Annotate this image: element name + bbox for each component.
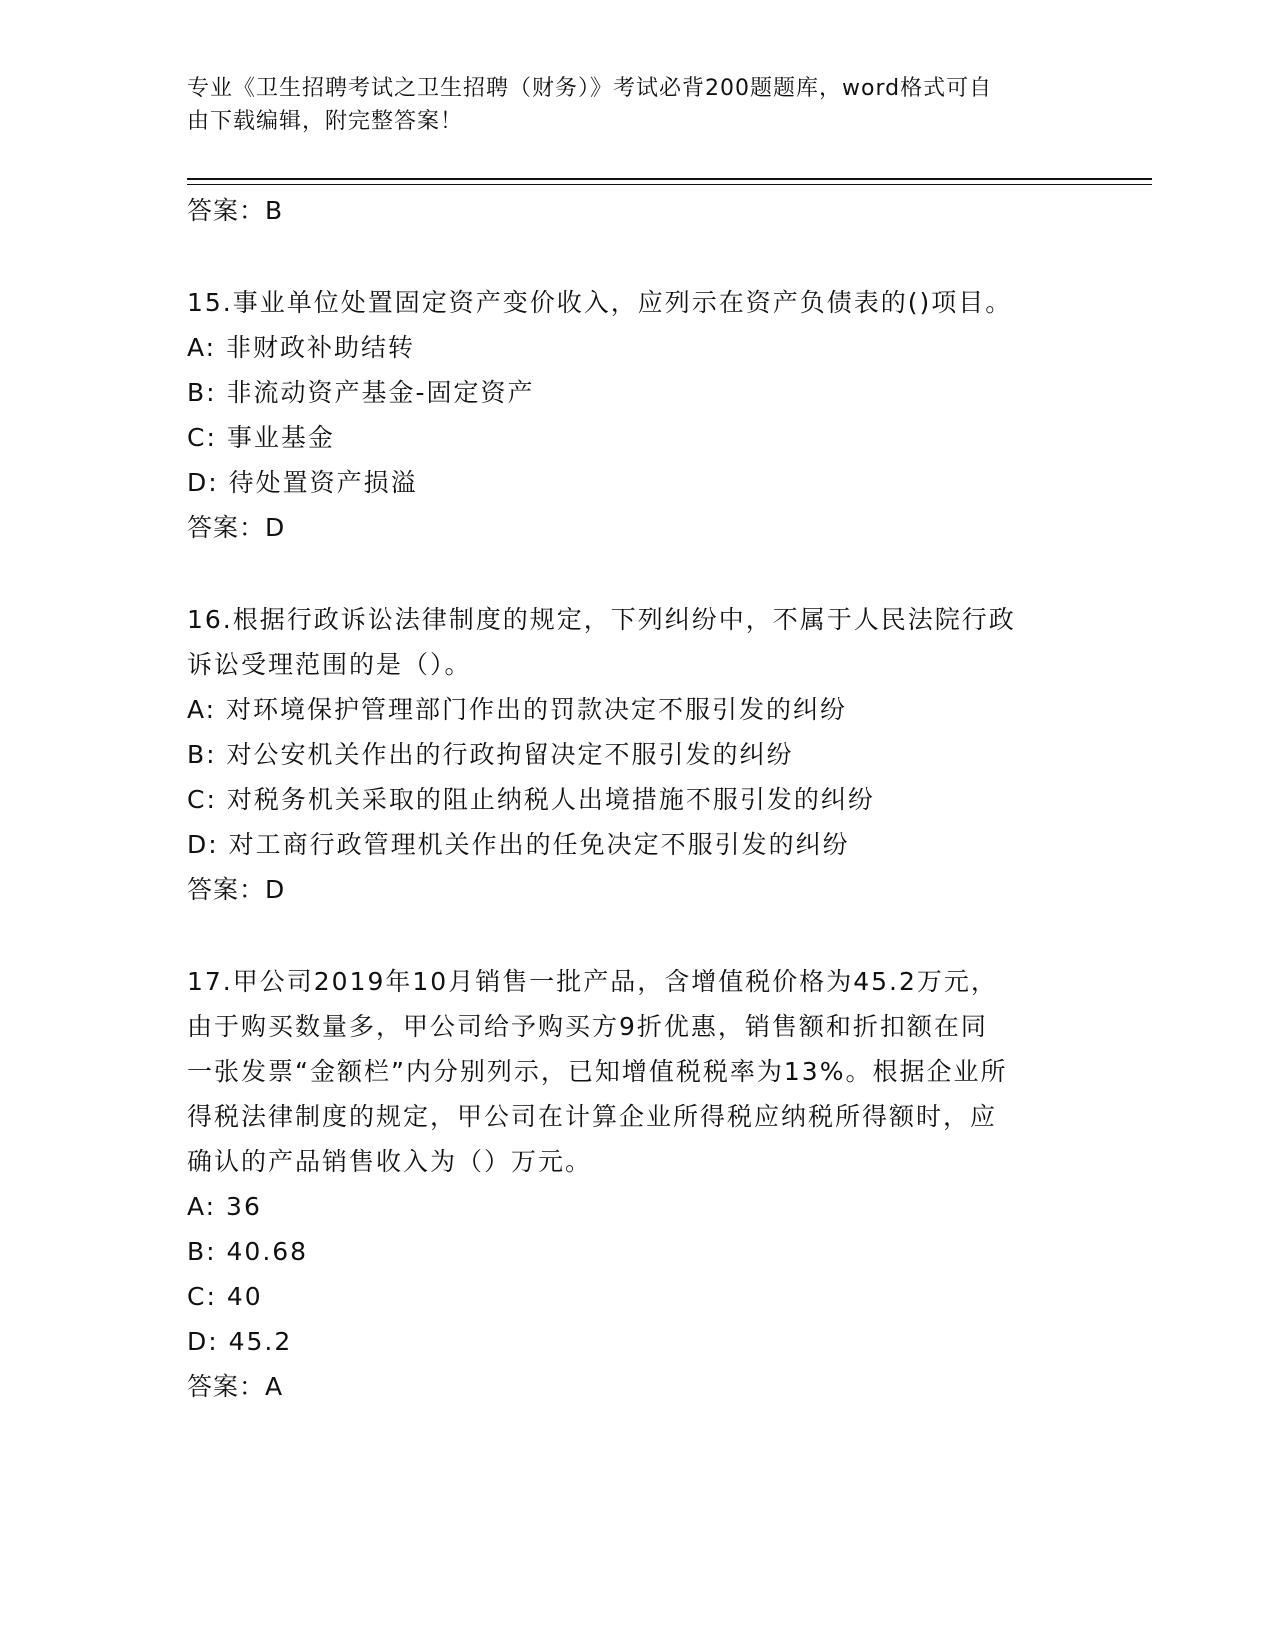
stem-line: 确认的产品销售收入为（）万元。 [187,1147,593,1176]
option-c: C: 40 [187,1282,263,1311]
option-d: D: 45.2 [187,1327,293,1356]
question-stem [187,597,1087,687]
question-stem [187,280,1087,325]
answer-label: 答案：D [187,513,286,542]
question-content [187,188,1087,1409]
header-line-2: 由下载编辑，附完整答案！ [187,109,464,134]
header-line-1: 专业《卫生招聘考试之卫生招聘（财务）》考试必背200题题库，word格式可自 [187,76,993,101]
stem-line: 由于购买数量多，甲公司给予购买方9折优惠，销售额和折扣额在同 [187,1012,988,1041]
header-rule-thick [187,178,1152,180]
spacer [187,233,1087,280]
option-d: D: 对工商行政管理机关作出的任免决定不服引发的纠纷 [187,830,850,859]
document-header [187,72,1067,138]
question-17 [187,959,1087,1409]
option-a: A: 36 [187,1192,262,1221]
stem-line: 一张发票“金额栏”内分别列示，已知增值税税率为13%。根据企业所 [187,1057,1008,1086]
option-a: A: 对环境保护管理部门作出的罚款决定不服引发的纠纷 [187,695,848,724]
answer-label: 答案：A [187,1372,284,1401]
question-16 [187,597,1087,912]
answer-label: 答案：D [187,875,286,904]
stem-line: 15.事业单位处置固定资产变价收入，应列示在资产负债表的()项目。 [187,288,1013,317]
option-c: C: 事业基金 [187,423,335,452]
option-b: B: 对公安机关作出的行政拘留决定不服引发的纠纷 [187,740,794,769]
spacer [187,550,1087,597]
option-a: A: 非财政补助结转 [187,333,416,362]
question-15 [187,280,1087,550]
option-b: B: 非流动资产基金-固定资产 [187,378,535,407]
option-d: D: 待处置资产损溢 [187,468,418,497]
option-b: B: 40.68 [187,1237,309,1266]
question-stem [187,959,1087,1184]
header-rule-thin [187,184,1152,185]
option-c: C: 对税务机关采取的阻止纳税人出境措施不服引发的纠纷 [187,785,875,814]
stem-line: 诉讼受理范围的是（）。 [187,650,472,679]
stem-line: 17.甲公司2019年10月销售一批产品，含增值税价格为45.2万元， [187,967,998,996]
spacer [187,912,1087,959]
previous-answer: 答案：B [187,196,284,225]
stem-line: 得税法律制度的规定，甲公司在计算企业所得税应纳税所得额时，应 [187,1102,998,1131]
stem-line: 16.根据行政诉讼法律制度的规定，下列纠纷中，不属于人民法院行政 [187,605,1016,634]
